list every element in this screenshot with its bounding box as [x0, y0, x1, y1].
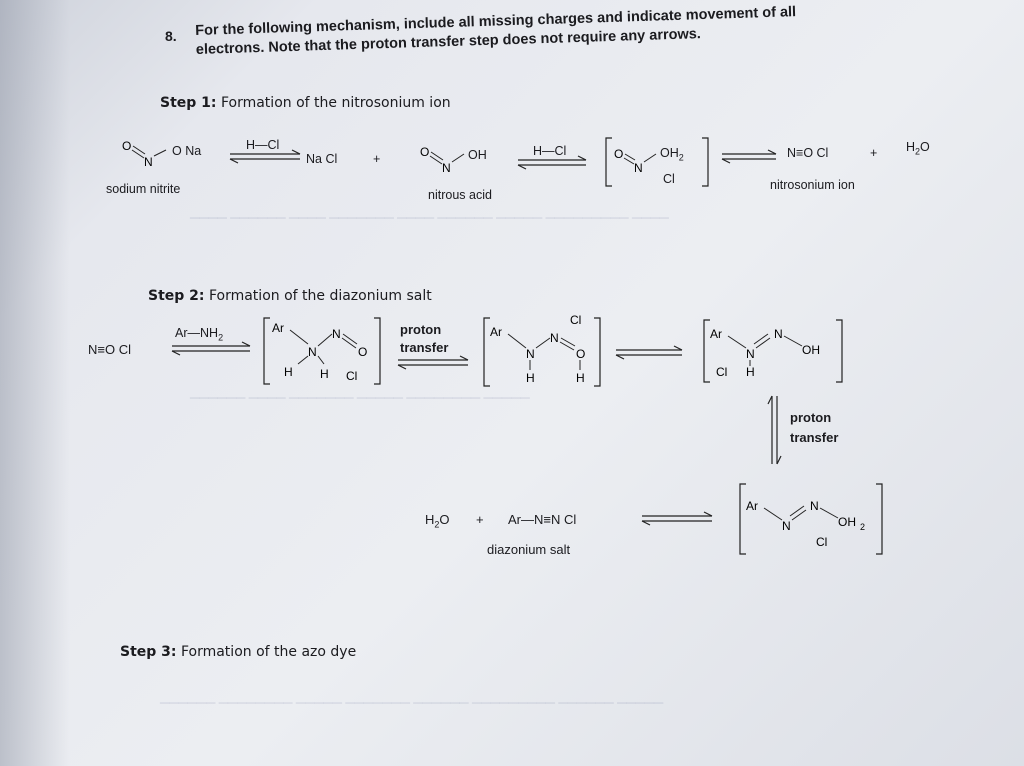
bracket-oh2: $OH_2$ [660, 146, 684, 163]
protonated-diazohydroxide-intermediate [738, 480, 888, 556]
proton-transfer-label: transfer [790, 430, 839, 445]
svg-text:OH: OH [838, 515, 856, 529]
bleed-through-text: ▁▁▁▁ ▁▁▁▁▁▁ ▁▁▁▁ ▁▁▁▁▁▁▁ ▁▁▁▁ ▁▁▁▁▁▁ ▁▁▁▁▁ ▁▁▁▁▁▁▁▁▁ ▁▁▁▁ [190, 205, 669, 219]
step1-reagent-hcl-2: H—Cl [533, 144, 567, 158]
nitrosonium-start: N≡O Cl [88, 342, 131, 357]
svg-text:N: N [144, 155, 153, 169]
svg-text:N: N [634, 161, 643, 175]
nitrosonium-label: nitrosonium ion [770, 178, 855, 192]
plus-sign: + [476, 512, 484, 527]
equilibrium-arrow [640, 512, 716, 526]
proton-transfer-label: transfer [400, 340, 449, 355]
step3-heading: Step 3: Formation of the azo dye [120, 644, 357, 660]
svg-text:Ar: Ar [490, 325, 502, 339]
svg-text:H: H [284, 365, 293, 379]
bleed-through-text: ▁▁▁▁▁▁ ▁▁▁▁▁▁▁▁ ▁▁▁▁▁ ▁▁▁▁▁▁▁ ▁▁▁▁▁▁ ▁▁▁▁▁▁▁▁▁ ▁▁▁▁▁▁ ▁▁▁▁▁ [160, 690, 664, 704]
protonated-nitrosamine-intermediate [482, 312, 608, 388]
sodium-nitrite-label: sodium nitrite [106, 182, 181, 196]
diazonium-label: diazonium salt [487, 542, 571, 557]
svg-text:N: N [308, 345, 317, 359]
equilibrium-arrow [614, 346, 686, 360]
water-product: $H_2O$ [906, 140, 930, 157]
nitrous-acid-label: nitrous acid [428, 188, 492, 202]
nitrosonium-chloride: N≡O Cl [787, 146, 829, 160]
svg-text:Cl: Cl [570, 313, 582, 327]
svg-text:H: H [576, 371, 585, 385]
nitrous-acid-oh: OH [468, 148, 487, 162]
equilibrium-arrow [516, 156, 590, 170]
svg-text:O: O [420, 145, 430, 159]
svg-text:O: O [122, 139, 132, 153]
svg-text:Cl: Cl [816, 535, 828, 549]
svg-text:OH: OH [802, 343, 820, 357]
plus-sign: + [870, 146, 878, 160]
step1-heading: Step 1: Formation of the nitrosonium ion [160, 95, 451, 111]
aniline-reagent: $Ar—NH_2$ [175, 326, 224, 343]
sodium-nitrite-na: O Na [172, 144, 202, 158]
svg-text:Ar: Ar [272, 321, 284, 335]
svg-text:Cl: Cl [716, 365, 728, 379]
svg-text:H: H [320, 367, 329, 381]
nitrous-acid-structure [420, 142, 500, 182]
step2-heading: Step 2: Formation of the diazonium salt [148, 288, 432, 304]
plus-sign: + [373, 152, 381, 166]
svg-text:O: O [614, 147, 624, 161]
diazonium-chloride: Ar—N≡N Cl [508, 512, 577, 527]
svg-text:H: H [526, 371, 535, 385]
question-number: 8. [165, 28, 177, 44]
svg-text:H: H [746, 365, 755, 379]
svg-text:N: N [550, 331, 559, 345]
svg-text:N: N [746, 347, 755, 361]
bleed-through-text: ▁▁▁▁▁▁ ▁▁▁▁ ▁▁▁▁▁▁▁ ▁▁▁▁▁ ▁▁▁▁▁▁▁▁ ▁▁▁▁▁ [190, 385, 530, 399]
page-edge-shadow [0, 0, 70, 766]
svg-text:N: N [442, 161, 451, 175]
water-byproduct: $H_2O$ [425, 512, 450, 530]
protonated-nitrous-acid-bracket [604, 136, 714, 188]
svg-text:N: N [526, 347, 535, 361]
bracket-cl: Cl [663, 172, 675, 186]
step1-reagent-hcl-1: H—Cl [246, 138, 280, 152]
proton-transfer-label: proton [400, 322, 442, 337]
equilibrium-arrow [720, 150, 780, 164]
equilibrium-arrow [228, 150, 304, 164]
svg-text:Ar: Ar [746, 499, 758, 513]
proton-transfer-label: proton [790, 410, 832, 425]
equilibrium-arrow [396, 356, 472, 370]
n-nitrosoammonium-intermediate [262, 316, 386, 386]
vertical-equilibrium-arrow [768, 394, 782, 466]
svg-text:N: N [782, 519, 791, 533]
svg-text:Cl: Cl [346, 369, 358, 383]
svg-text:N: N [810, 499, 819, 513]
svg-text:N: N [774, 327, 783, 341]
svg-text:O: O [358, 345, 368, 359]
svg-text:N: N [332, 327, 341, 341]
diazohydroxide-intermediate [702, 318, 852, 384]
question-prompt: For the following mechanism, include all missing charges and indicate movement of all electrons. Note that the proton transfer step does not require any arrows. [195, 4, 797, 58]
equilibrium-arrow [170, 342, 254, 356]
nacl-product: Na Cl [306, 152, 338, 166]
svg-text:Ar: Ar [710, 327, 722, 341]
svg-text:2: 2 [860, 522, 866, 532]
svg-text:O: O [576, 347, 586, 361]
